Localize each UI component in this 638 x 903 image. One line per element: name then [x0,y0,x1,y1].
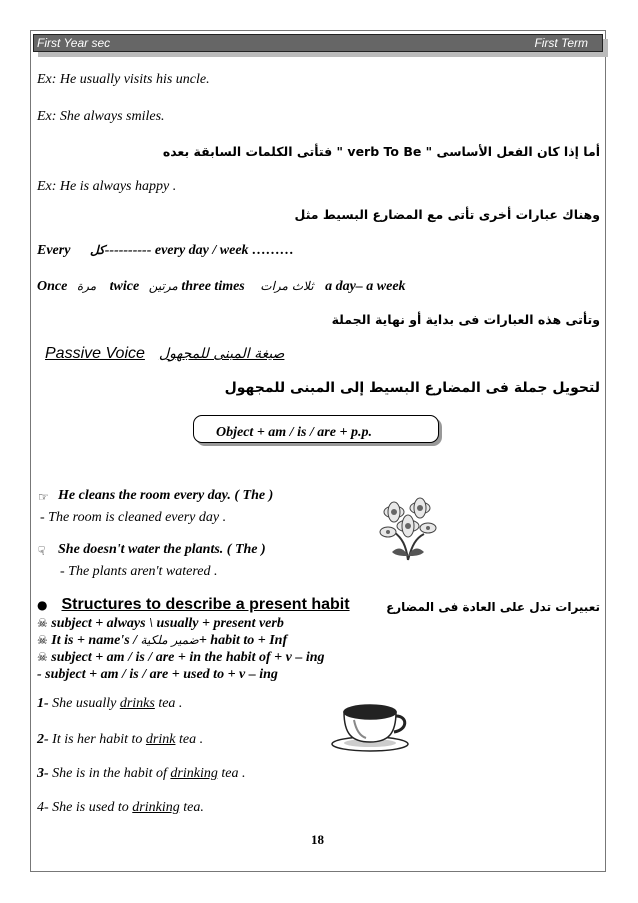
item-pre: It is her habit to [48,732,146,747]
passive-title [37,345,284,363]
header-left: First Year sec [37,36,111,50]
every-rest: ---------- every day / week ……… [104,243,295,258]
header-bar [33,34,603,52]
habit-structure-3-text: subject + am / is / are + in the habit of + v – ing [51,650,325,665]
three-en: three times [181,279,245,294]
example-2: Ex: She always smiles. [37,109,165,124]
habit-structure-2 [37,633,287,649]
habit-title-line [37,596,350,614]
item-number: 2- [37,732,49,747]
coffee-cup-clipart [330,700,410,752]
every-ar: كل [89,243,105,257]
numbered-item-3 [37,766,245,782]
habit-title: Structures to describe a present habit [61,596,350,613]
three-ar: ثلاث مرات [260,279,314,293]
passive-ex1-passive: - The room is cleaned every day . [40,510,227,525]
verb-to-be-note: أما إذا كان الفعل الأساسى " verb To Be " فتأتى الكلمات السابقة بعده [162,144,600,159]
item-verb: drinks [119,696,155,711]
passive-title-ar: صيغة المبنى للمجهول [158,346,285,362]
habit-structure-2-ar: ضمير ملكية [140,633,199,647]
flower-clipart [372,490,444,562]
item-pre: She is in the habit of [48,766,171,781]
passive-ex2-active: She doesn't water the plants. ( The ) [58,542,266,557]
expressions-intro: وهناك عبارات أخرى تأتى مع المضارع البسيط مثل [294,207,600,222]
twice-en: twice [109,279,140,294]
twice-ar: مرتين [148,279,178,293]
frequency-line [37,279,406,295]
passive-intro: لتحويل جملة فى المضارع البسيط إلى المبنى للمجهول [224,380,600,396]
example-1: Ex: He usually visits his uncle. [37,72,210,87]
once-ar: مرة [76,279,97,293]
every-line [37,243,294,259]
passive-ex1-active: He cleans the room every day. ( The ) [58,488,274,503]
habit-structure-1-text: subject + always \ usually + present verb [51,616,284,631]
item-number: 1- [37,696,49,711]
item-post: tea. [179,800,204,815]
item-number: 3- [37,766,49,781]
habit-structure-1 [37,616,284,632]
item-pre: She usually [48,696,120,711]
item-verb: drinking [170,766,218,781]
passive-ex2-passive: - The plants aren't watered . [60,564,218,579]
habit-structure-2-b: + habit to + Inf [198,633,288,648]
item-post: tea . [154,696,183,711]
skull-bullet-icon: ☠ [37,616,48,630]
item-post: tea . [175,732,204,747]
pointing-hand-icon: ☞ [38,490,49,504]
habit-structure-2-a: It is + name's / [51,633,138,648]
habit-structure-3 [37,650,325,666]
numbered-item-2 [37,732,203,748]
pointing-down-hand-icon: ☟ [38,544,46,558]
item-post: tea . [217,766,246,781]
once-en: Once [37,279,68,294]
example-3: Ex: He is always happy . [37,179,177,194]
formula-text: Object + am / is / are + p.p. [216,425,372,440]
habit-title-ar: تعبيرات تدل على العادة فى المضارع [386,600,600,614]
formula-box [193,415,439,443]
numbered-item-1 [37,696,182,712]
page-number: 18 [311,832,324,847]
passive-title-en: Passive Voice [45,345,145,362]
skull-bullet-icon: ☠ [37,650,48,664]
item-verb: drink [145,732,176,747]
a-day: a day– a week [325,279,406,294]
item-verb: drinking [132,800,180,815]
item-pre: She is used to [48,800,133,815]
numbered-item-4 [37,800,204,816]
every-en: Every [37,243,71,258]
item-number: 4- [37,800,49,815]
habit-structure-4: - subject + am / is / are + used to + v – ing [37,667,278,682]
position-note: وتأتى هذه العبارات فى بداية أو نهاية الجملة [331,312,600,327]
header-right: First Term [534,36,588,50]
habit-bullet: ● [37,598,48,612]
skull-bullet-icon: ☠ [37,633,48,647]
